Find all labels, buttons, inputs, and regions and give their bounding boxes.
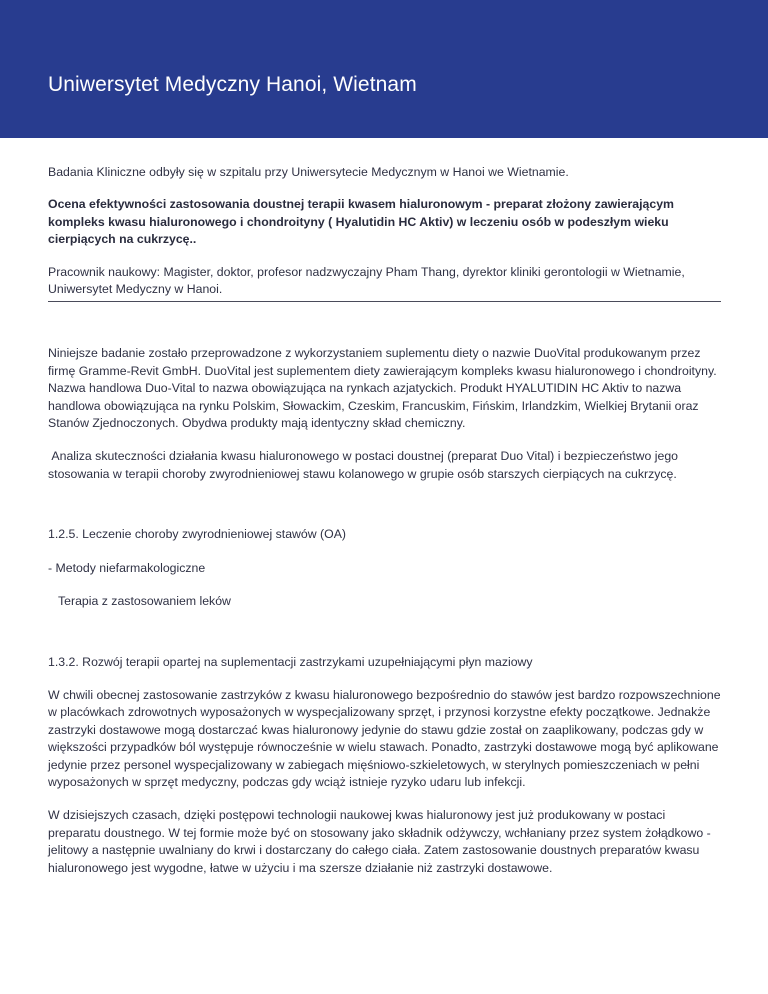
section-heading: 1.3.2. Rozwój terapii opartej na suplementacji zastrzykami uzupełniającymi płyn maziowy (48, 654, 533, 669)
intro-paragraph: Badania Kliniczne odbyły się w szpitalu przy Uniwersytecie Medycznym w Hanoi we Wietnamie. (48, 165, 569, 179)
study-title: Ocena efektywności zastosowania doustnej terapii kwasem hialuronowym - preparat złożony zawierającym kompleks kwasu hialuronowego i chondroityny ( Hyalutidin HC Aktiv) w leczeniu osób w podeszłym wieku cierpiących na cukrzycę.. (48, 197, 674, 247)
body-paragraph: Analiza skuteczności działania kwasu hialuronowego w postaci doustnej (preparat Duo Vital) i bezpieczeństwo jego stosowania w terapii choroby zwyrodnieniowej stawu kolanowego w grupie osób starszych cierpiących na cukrzycę. (48, 449, 682, 481)
document-body (48, 164, 721, 877)
divider (48, 301, 721, 302)
body-paragraph: W chwili obecnej zastosowanie zastrzyków z kwasu hialuronowego bezpośrednio do stawów jest bardzo rozpowszechnione w placówkach zdrowotnych wyposażonych w wyspecjalizowany sprzęt, i przynosi korzystne efekty początkowe. Jednakże zastrzyki dostawowe mogą dostarczać kwas hialuronowy jedynie do stawu gdzie został on zaaplikowany, podczas gdy w większości przypadków ból występuje równocześnie w wielu stawach. Ponadto, zastrzyki dostawowe mogą być aplikowane jedynie przez personel wyspecjalizowany w zabiegach mięśniowo-szkieletowych, w sterylnych pomieszczeniach w pełni wyposażonych w sprzęt medyczny, podczas gdy wciąż istnieje ryzyko udaru lub infekcji. (48, 687, 721, 789)
researcher-paragraph: Pracownik naukowy: Magister, doktor, profesor nadzwyczajny Pham Thang, dyrektor kliniki gerontologii w Wietnamie, Uniwersytet Medyczny w Hanoi. (48, 264, 685, 297)
list-item: - Metody niefarmakologiczne (48, 560, 206, 575)
header-band (0, 0, 768, 138)
body-paragraph: Niniejsze badanie zostało przeprowadzone z wykorzystaniem suplementu diety o nazwie DuoVital produkowanym przez firmę Gramme-Revit GmbH. DuoVital jest suplementem diety zawierającym kompleks kwasu hialuronowego i chondroityny. Nazwa handlowa Duo-Vital to nazwa obowiązująca na rynkach azjatyckich. Produkt HYALUTIDIN HC Aktiv to nazwa handlowa obowiązująca na rynku Polskim, Słowackim, Czeskim, Francuskim, Fińskim, Irlandzkim, Wielkiej Brytanii oraz Stanów Zjednoczonych. Obydwa produkty mają identyczny skład chemiczny. (48, 346, 717, 431)
section-heading: 1.2.5. Leczenie choroby zwyrodnieniowej stawów (OA) (48, 527, 347, 542)
list-subitem: Terapia z zastosowaniem leków (58, 594, 231, 609)
body-paragraph: W dzisiejszych czasach, dzięki postępowi technologii naukowej kwas hialuronowy jest już produkowany w postaci preparatu doustnego. W tej formie może być on stosowany jako składnik odżywczy, wchłaniany przez system żołądkowo - jelitowy a następnie uwalniany do krwi i dostarczany do całego ciała. Zatem zastosowanie doustnych preparatów kwasu hialuronowego jest wygodne, łatwe w użyciu i ma szersze działanie niż zastrzyki dostawowe. (48, 808, 711, 875)
page-title: Uniwersytet Medyczny Hanoi, Wietnam (48, 73, 417, 96)
